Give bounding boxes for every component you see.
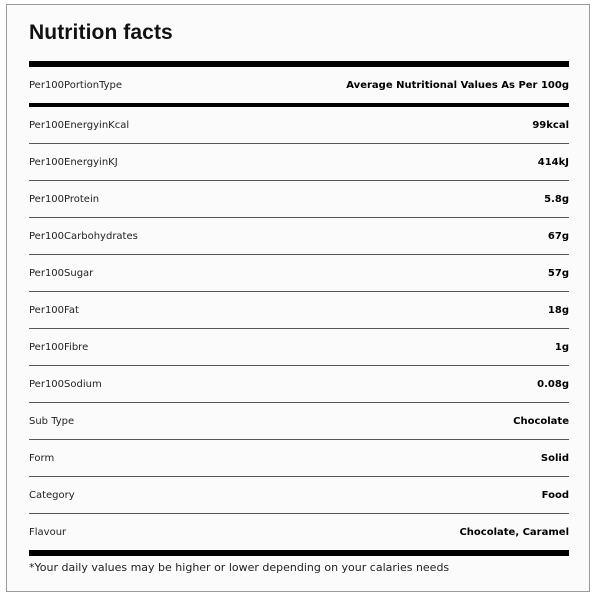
nutrient-value: 414kJ <box>537 156 569 168</box>
attribute-value: Food <box>541 489 569 501</box>
nutrient-row <box>29 107 569 143</box>
nutrient-row <box>29 255 569 291</box>
attribute-value: Solid <box>540 452 569 464</box>
nutrient-row <box>29 144 569 180</box>
attribute-value: Chocolate <box>513 415 569 427</box>
nutrient-label: Per100Carbohydrates <box>29 230 138 242</box>
nutrient-row <box>29 329 569 365</box>
attribute-row <box>29 477 569 513</box>
nutrient-label: Per100Sodium <box>29 378 102 390</box>
nutrient-value: 0.08g <box>537 378 569 390</box>
nutrient-label: Per100Fibre <box>29 341 89 353</box>
attribute-value: Chocolate, Caramel <box>459 526 569 538</box>
nutrient-label: Per100EnergyinKcal <box>29 119 130 131</box>
nutrient-label: Per100Fat <box>29 304 79 316</box>
nutrient-value: 1g <box>554 341 569 353</box>
nutrient-row <box>29 181 569 217</box>
nutrient-label: Per100Protein <box>29 193 100 205</box>
daily-values-footnote: *Your daily values may be higher or lower depending on your calaries needs <box>29 561 450 574</box>
nutrient-label: Per100EnergyinKJ <box>29 156 118 168</box>
portion-type-label: Per100PortionType <box>29 79 123 91</box>
nutrient-label: Per100Sugar <box>29 267 94 279</box>
nutrient-row <box>29 292 569 328</box>
panel-title: Nutrition facts <box>29 21 173 44</box>
attribute-label: Form <box>29 452 55 464</box>
attribute-row <box>29 403 569 439</box>
attribute-label: Flavour <box>29 526 67 538</box>
nutrient-value: 5.8g <box>544 193 569 205</box>
portion-type-value: Average Nutritional Values As Per 100g <box>346 79 569 91</box>
attribute-label: Category <box>29 489 75 501</box>
nutrient-value: 57g <box>547 267 569 279</box>
attribute-row <box>29 514 569 550</box>
nutrient-row <box>29 366 569 402</box>
nutrient-value: 67g <box>547 230 569 242</box>
bottom-thick-divider <box>29 550 569 556</box>
nutrient-value: 18g <box>547 304 569 316</box>
nutrient-row <box>29 218 569 254</box>
attribute-row <box>29 440 569 476</box>
nutrition-facts-panel <box>6 4 590 592</box>
nutrient-value: 99kcal <box>532 119 569 131</box>
portion-type-row <box>29 67 569 103</box>
attribute-label: Sub Type <box>29 415 75 427</box>
